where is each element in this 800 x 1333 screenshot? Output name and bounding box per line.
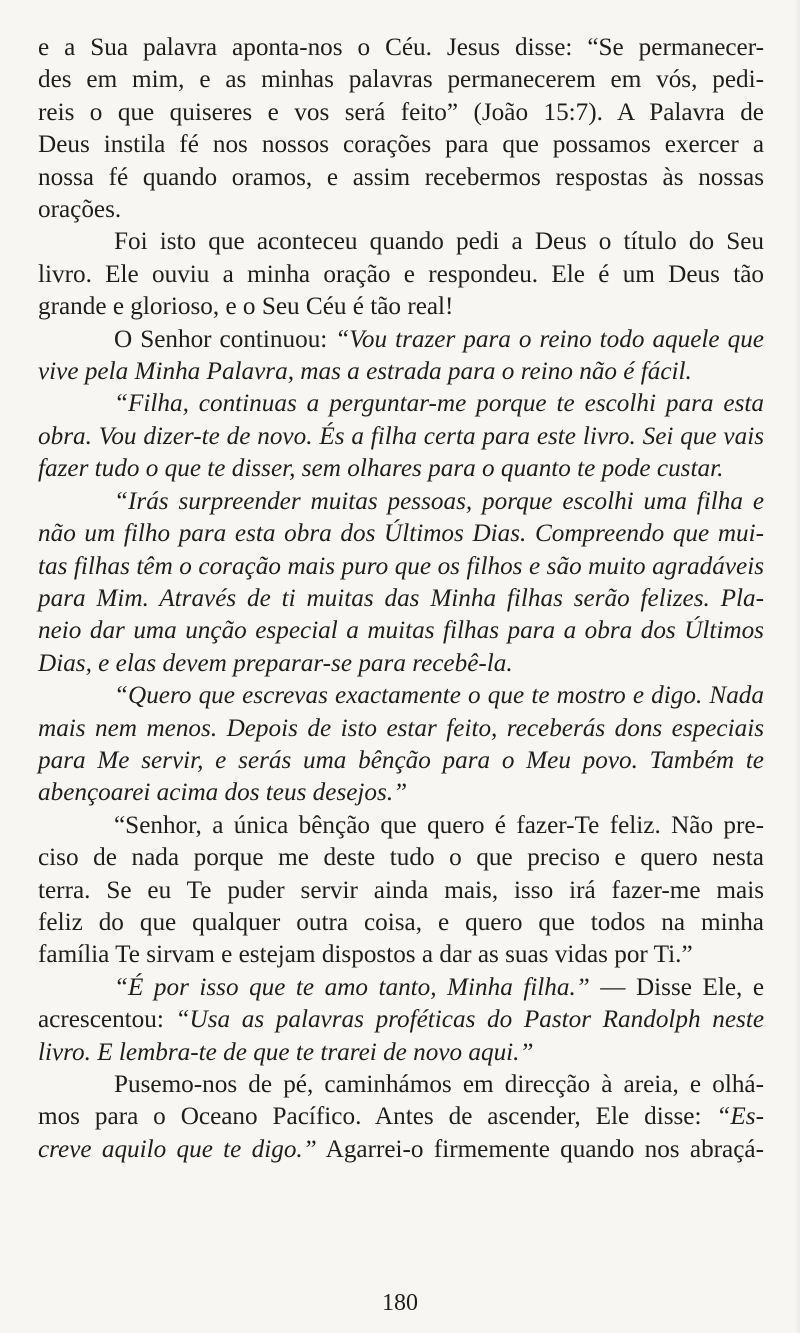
text-line: “Filha, continuas a perguntar-me porque te escolhi para esta [114, 390, 764, 418]
text-line [38, 324, 764, 356]
text-line: neio dar uma unção especial a muitas filhas para a obra dos Últimos [38, 617, 764, 645]
text-line: e a Sua palavra aponta-nos o Céu. Jesus disse: “Se permanecer- [38, 34, 764, 61]
text-line: grande e glorioso, e o Seu Céu é tão real! [38, 293, 454, 321]
body-text [38, 32, 764, 1166]
text-line: Dias, e elas devem preparar-se para recebê-la. [38, 649, 513, 677]
text-line: livro. Ele ouviu a minha oração e respondeu. Ele é um Deus tão [38, 260, 764, 288]
text-line: nossa fé quando oramos, e assim recebermos respostas às nossas [38, 163, 764, 191]
text-segment-italic: “Vou trazer para o reino todo aquele que [335, 325, 764, 353]
text-line: ciso de nada porque me deste tudo o que preciso e quero nesta [38, 844, 764, 872]
text-line: para Mim. Através de ti muitas das Minha filhas serão felizes. Pla- [38, 584, 764, 612]
text-line [38, 1004, 764, 1036]
text-line: “Quero que escrevas exactamente o que te mostro e digo. Nada [114, 682, 764, 710]
text-line: mais nem menos. Depois de isto estar feito, receberás dons especiais [38, 714, 764, 742]
text-line: “Senhor, a única bênção que quero é fazer-Te feliz. Não pre- [114, 811, 764, 839]
text-line: Deus instila fé nos nossos corações para que possamos exercer a [38, 131, 764, 159]
page-number: 180 [382, 1290, 418, 1316]
text-line: des em mim, e as minhas palavras permanecerem em vós, pedi- [38, 66, 764, 94]
text-line: feliz do que qualquer outra coisa, e quero que todos na minha [38, 908, 764, 936]
text-line [38, 972, 764, 1004]
text-line: obra. Vou dizer-te de novo. És a filha certa para este livro. Sei que vais [38, 422, 764, 450]
text-line: “Irás surpreender muitas pessoas, porque escolhi uma filha e [114, 487, 764, 515]
text-line: tas filhas têm o coração mais puro que os filhos e são muito agradáveis [38, 552, 764, 580]
text-segment: — Disse Ele, e [589, 973, 764, 1001]
text-line: abençoarei acima dos teus desejos.” [38, 779, 408, 807]
text-line: família Te sirvam e estejam dispostos a dar as suas vidas por Ti.” [38, 941, 693, 969]
text-line [38, 1134, 764, 1166]
text-line [38, 1101, 764, 1133]
text-line: terra. Se eu Te puder servir ainda mais, isso irá fazer-me mais [38, 876, 764, 904]
text-line: livro. E lembra-te de que te trarei de novo aqui.” [38, 1038, 534, 1066]
page-edge-shadow [794, 0, 800, 1333]
text-line: não um filho para esta obra dos Últimos Dias. Compreendo que mui- [38, 520, 764, 548]
text-line: reis o que quiseres e vos será feito” (João 15:7). A Palavra de [38, 98, 764, 126]
text-line: vive pela Minha Palavra, mas a estrada para o reino não é fácil. [38, 358, 692, 386]
text-segment-italic: creve aquilo que te digo.” [38, 1135, 317, 1163]
text-segment: Agarrei-o firmemente quando nos abraçá- [316, 1135, 764, 1163]
text-segment: O Senhor continuou: [114, 325, 336, 353]
text-segment: acrescentou: [38, 1006, 176, 1034]
text-line: Foi isto que aconteceu quando pedi a Deus o título do Seu [114, 228, 764, 256]
text-segment-italic: “É por isso que te amo tanto, Minha filha.” [114, 973, 590, 1001]
text-line: Pusemo-nos de pé, caminhámos em direcção à areia, e olhá- [114, 1071, 764, 1098]
text-segment-italic: “Es- [716, 1103, 764, 1131]
text-line: fazer tudo o que te disser, sem olhares para o quanto te pode custar. [38, 455, 724, 483]
text-line: para Me servir, e serás uma bênção para o Meu povo. Também te [38, 746, 764, 774]
text-line: orações. [38, 196, 122, 224]
text-segment-italic: “Usa as palavras proféticas do Pastor Randolph neste [175, 1006, 764, 1034]
text-segment: mos para o Oceano Pacífico. Antes de ascender, Ele disse: [38, 1103, 717, 1131]
